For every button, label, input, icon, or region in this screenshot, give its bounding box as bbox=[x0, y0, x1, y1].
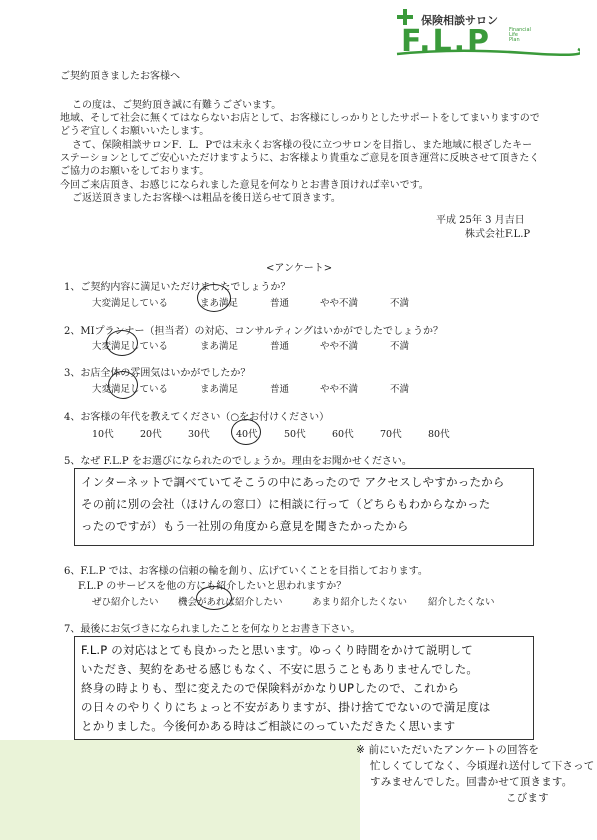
q1-selection-circle bbox=[197, 284, 231, 312]
q2-text: 2、MIプランナー（担当者）の対応、コンサルティングはいかがでしたでしょうか？ bbox=[64, 326, 444, 337]
q3-selection-circle bbox=[108, 371, 138, 399]
q1-option: まあ満足 bbox=[200, 298, 239, 309]
q2-option: 不満 bbox=[390, 341, 410, 352]
letter-date: 平成 25年 3 月吉日 bbox=[436, 215, 525, 226]
q2-option: 普通 bbox=[270, 341, 290, 352]
logo-swoosh-icon bbox=[395, 46, 580, 58]
letter-line: この度は、ご契約頂き誠に有難うございます。 bbox=[72, 100, 282, 111]
q3-option: 不満 bbox=[390, 384, 410, 395]
q1-option: 不満 bbox=[390, 298, 410, 309]
letter-line: 今回ご来店頂き、お感じになられました意見を何なりとお書き頂ければ幸いです。 bbox=[60, 180, 429, 191]
letter-line: 地域、そして社会に無くてはならないお店として、お客様にしっかりとしたサポートをしてまいりますので bbox=[60, 113, 540, 124]
q7-note-line: 忙しくてしてなく、今頃遅れ送付して下さって bbox=[370, 760, 595, 772]
q7-note bbox=[356, 742, 595, 806]
q4-option: 60代 bbox=[332, 429, 354, 440]
letter-line: ご返送頂きましたお客様へは粗品を後日送らせて頂きます。 bbox=[72, 193, 341, 204]
q1-option: 大変満足している bbox=[92, 298, 169, 309]
letter-salutation: ご契約頂きましたお客様へ bbox=[60, 71, 180, 82]
logo-small-line: Life bbox=[509, 32, 519, 38]
q5-text: 5、なぜ F.L.P をお選びになられたのでしょうか。理由をお聞かせください。 bbox=[64, 456, 412, 467]
q7-answer-line: いただき、契約をあせる感じもなく、不安に思うこともありませんでした。 bbox=[81, 662, 479, 676]
logo-flp-wordmark: F.L.P bbox=[401, 24, 491, 59]
q4-option: 10代 bbox=[92, 429, 114, 440]
survey-heading: <アンケート> bbox=[266, 263, 333, 274]
q4-option: 20代 bbox=[140, 429, 162, 440]
q5-answer-line: その前に別の会社（ほけんの窓口）に相談に行って（どちらもわからなかった bbox=[81, 497, 491, 511]
q6-subtext: F.L.P のサービスを他の方にも紹介したいと思われますか？ bbox=[78, 581, 347, 592]
q4-option: 50代 bbox=[284, 429, 306, 440]
q2-option: 大変満足している bbox=[92, 341, 169, 352]
q2-selection-circle bbox=[106, 330, 138, 356]
q3-option: 普通 bbox=[270, 384, 290, 395]
logo-small-text bbox=[509, 28, 531, 43]
q7-note-line: こびます bbox=[506, 792, 549, 804]
q6-text: 6、F.L.P では、お客様の信頼の輪を創り、広げていくことを目指しております。 bbox=[64, 566, 428, 577]
q6-option: あまり紹介したくない bbox=[312, 597, 408, 608]
q4-option: 70代 bbox=[380, 429, 402, 440]
q3-option: まあ満足 bbox=[200, 384, 239, 395]
q4-option: 80代 bbox=[428, 429, 450, 440]
q4-text: 4、お客様の年代を教えてください（○をお付けください） bbox=[64, 412, 330, 423]
q7-answer-box bbox=[74, 636, 534, 740]
logo-small-line: Plan bbox=[509, 37, 520, 43]
letter-line: ステーションとしてご安心いただけますように、お客様より貴重なご意見を頂き運営に反映させて頂きたく bbox=[60, 153, 540, 164]
q7-answer-line: とかりました。今後何かある時はご相談にのっていただきたく思います bbox=[81, 719, 456, 733]
letter-line: ご協力のお願いをしております。 bbox=[60, 166, 210, 177]
q6-selection-circle bbox=[196, 586, 232, 610]
q7-note-line: ※ 前にいただいたアンケートの回答を bbox=[356, 744, 540, 756]
q5-answer-line: インターネットで調べていてそこうの中にあったので アクセスしやすかったから bbox=[81, 475, 505, 489]
q6-option: 機会があれば紹介したい bbox=[178, 597, 283, 608]
letter-company: 株式会社F.L.P bbox=[465, 229, 531, 240]
letter-line: どうぞ宜しくお願いいたします。 bbox=[60, 126, 210, 137]
q7-text: 7、最後にお気づきになられましたことを何なりとお書き下さい。 bbox=[64, 624, 361, 635]
q3-text: 3、お店全体の雰囲気はいかがでしたか？ bbox=[64, 368, 251, 379]
plus-cross-icon bbox=[397, 9, 413, 25]
q7-note-line: すみませんでした。回書かせて頂きます。 bbox=[370, 776, 573, 788]
q5-answer-line: ったのですが）もう一社別の角度から意見を聞きたかったから bbox=[81, 519, 409, 533]
q7-answer-line: の日々のやりくりにちょっと不安がありますが、掛け捨てでないので満足度は bbox=[81, 700, 491, 714]
q2-option: やや不満 bbox=[320, 341, 359, 352]
q3-option: 大変満足している bbox=[92, 384, 169, 395]
q4-option: 30代 bbox=[188, 429, 210, 440]
q1-option: 普通 bbox=[270, 298, 290, 309]
q1-text: 1、ご契約内容に満足いただけましたでしょうか？ bbox=[64, 282, 291, 293]
logo-small-line: Financial bbox=[509, 27, 531, 33]
q7-answer-line: 終身の時よりも、型に変えたので保険料がかなりUPしたので、これから bbox=[81, 681, 460, 695]
flp-logo bbox=[395, 8, 580, 60]
q6-option: 紹介したくない bbox=[428, 597, 495, 608]
q4-option: 40代 bbox=[236, 429, 258, 440]
q7-answer-line: F.L.P の対応はとても良かったと思います。ゆっくり時間をかけて説明して bbox=[81, 643, 473, 657]
q5-answer-box bbox=[74, 468, 534, 546]
q4-selection-circle bbox=[231, 419, 261, 445]
scan-background-tint bbox=[0, 740, 360, 840]
letter-line: さて、保険相談サロンF．L．Pでは末永くお客様の役に立つサロンを目指し、また地域に根ざしたキー bbox=[72, 140, 533, 151]
q1-option: やや不満 bbox=[320, 298, 359, 309]
q3-option: やや不満 bbox=[320, 384, 359, 395]
q6-option: ぜひ紹介したい bbox=[92, 597, 159, 608]
logo-japanese-name: 保険相談サロン bbox=[421, 14, 498, 27]
q2-option: まあ満足 bbox=[200, 341, 239, 352]
